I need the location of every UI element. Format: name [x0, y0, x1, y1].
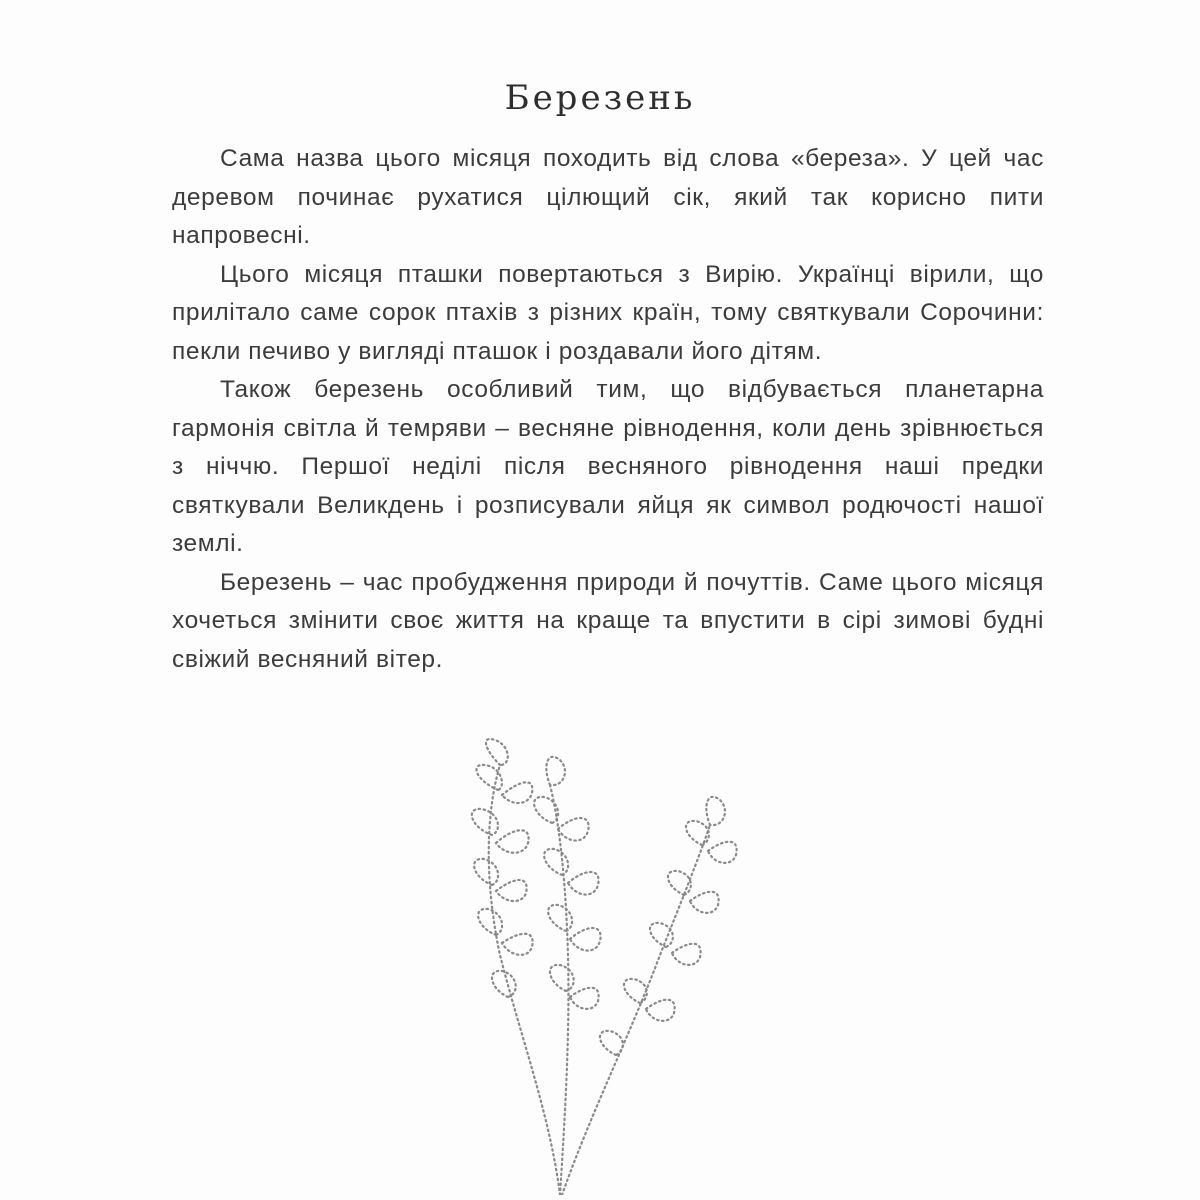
- pussy-willow-sprig-icon: [440, 735, 760, 1195]
- paragraph-1: Сама назва цього місяця походить від слова «береза». У цей час деревом починає рухатися цілющий сік, який так корисно пити напровесні.: [172, 145, 1044, 249]
- body-text: [172, 140, 1044, 679]
- paragraph-4: Березень – час пробудження природи й почуттів. Саме цього місяця хочеться змінити своє життя на краще та впустити в сірі зимові будні свіжий весняний вітер.: [172, 568, 1044, 673]
- page-title: Березень: [504, 78, 696, 118]
- paragraph-3: Також березень особливий тим, що відбувається планетарна гармонія світла й темряви – весняне рівнодення, коли день зрівнюється з ніччю. Першої неділі після весняного рівнодення наші предки святкували Великдень і розписували яйця як символ родючості нашої землі.: [172, 376, 1044, 557]
- paragraph-2: Цього місяця пташки повертаються з Вирію. Українці вірили, що прилітало саме сорок птахів з різних країн, тому святкували Сорочини: пекли печиво у вигляді пташок і роздавали його дітям.: [172, 260, 1044, 365]
